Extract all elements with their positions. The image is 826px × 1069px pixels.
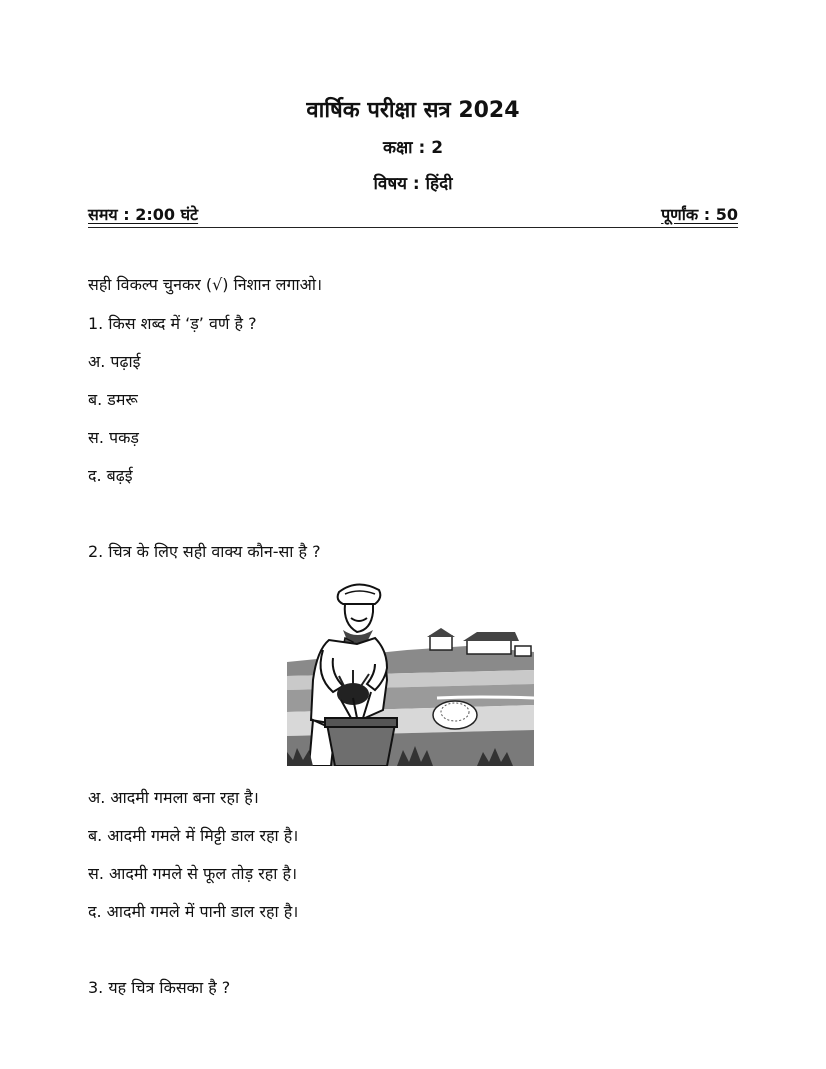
man-planting-in-pot-illustration xyxy=(287,580,534,766)
meta-row xyxy=(88,203,738,228)
question-3: 3. यह चित्र किसका है ? xyxy=(88,978,231,997)
time-label: समय : 2:00 घंटे xyxy=(88,205,199,224)
q2-option-d: द. आदमी गमले में पानी डाल रहा है। xyxy=(88,902,299,921)
q1-option-d: द. बढ़ई xyxy=(88,466,133,485)
q2-option-a: अ. आदमी गमला बना रहा है। xyxy=(88,788,259,807)
q1-option-c: स. पकड़ xyxy=(88,428,139,447)
marks-label: पूर्णांक : 50 xyxy=(661,205,738,224)
q1-option-a: अ. पढ़ाई xyxy=(88,352,141,371)
q2-option-c: स. आदमी गमले से फूल तोड़ रहा है। xyxy=(88,864,298,883)
q2-option-b: ब. आदमी गमले में मिट्टी डाल रहा है। xyxy=(88,826,299,845)
subject-label: विषय : हिंदी xyxy=(373,174,453,194)
instruction: सही विकल्प चुनकर (√) निशान लगाओ। xyxy=(88,275,323,294)
q1-option-b: ब. डमरू xyxy=(88,390,138,409)
question-1: 1. किस शब्द में ‘ड़’ वर्ण है ? xyxy=(88,314,257,333)
question-2: 2. चित्र के लिए सही वाक्य कौन-सा है ? xyxy=(88,542,321,561)
exam-title: वार्षिक परीक्षा सत्र 2024 xyxy=(306,98,520,123)
class-label: कक्षा : 2 xyxy=(382,138,444,158)
